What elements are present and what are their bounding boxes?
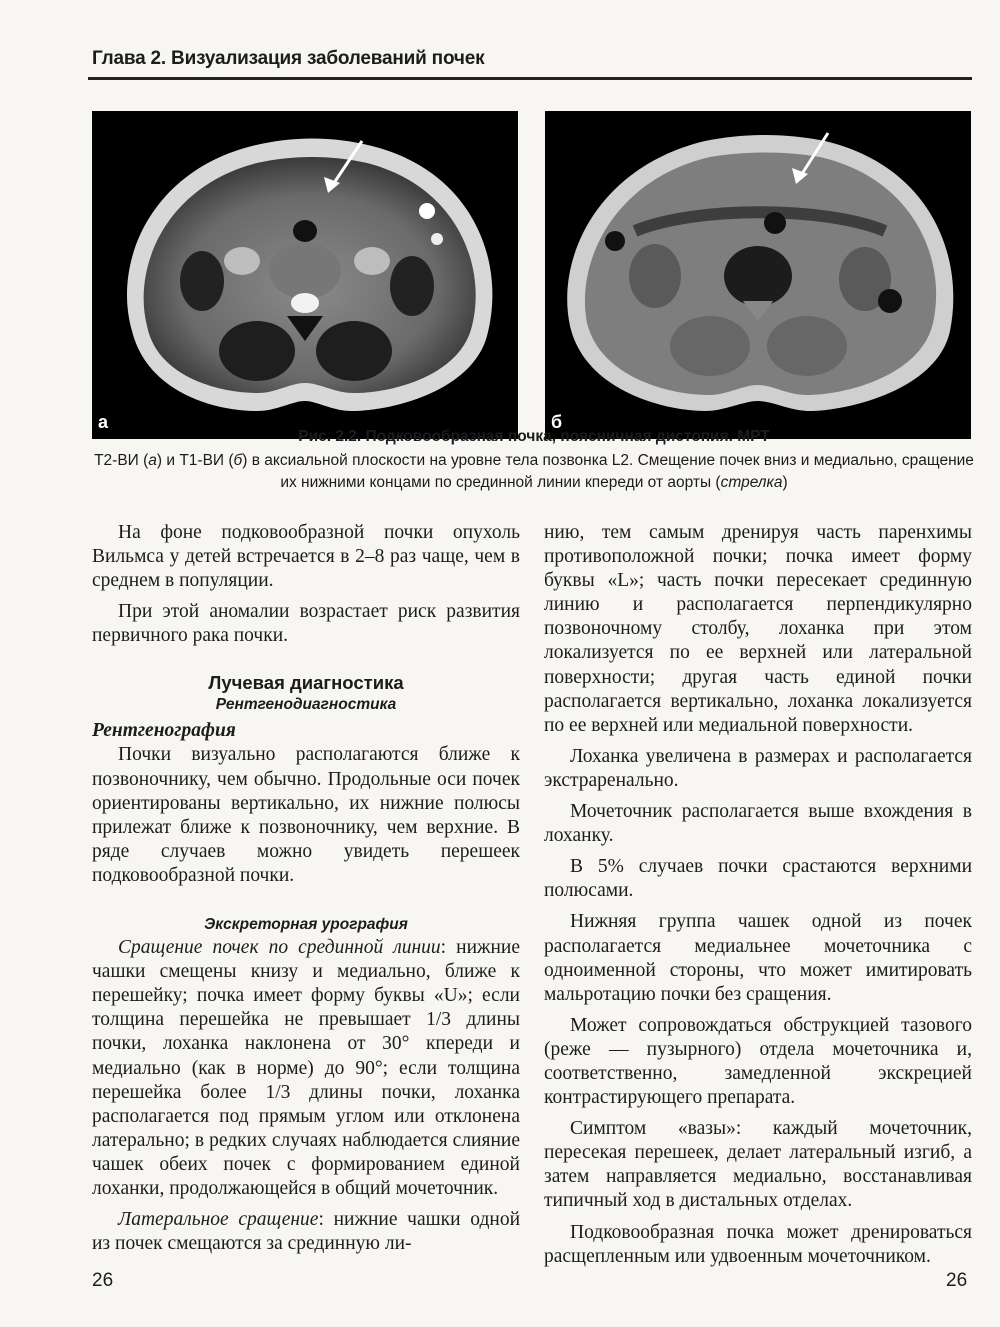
mri-t1-graphic: [545, 111, 971, 439]
paragraph: Сращение почек по срединной линии: нижние чашки смещены книзу и медиально, ближе к перешейку; почка имеет форму буквы «U»; если толщина перешейка не превышает 1/3 длины почки, лоханка наклонена от 30° кпереди и медиально (как в норме) до 90°; если толщина перешейка более 1/3 длины почки, лоханка располагается под прямым углом или отклонена латерально; в редких случаях наблюдается слияние чашек обеих почек с формированием единой лоханки, продолжающейся в общий мочеточник.: [92, 937, 521, 1199]
paragraph: Почки визуально располагаются ближе к позвоночнику, чем обычно. Продольные оси почек ориентированы вертикально, их нижние полюсы прилежат ближе к позвоночнику, чем верхние. В ряде случаев можно увидеть перешеек подковообразной почки.: [92, 744, 520, 886]
paragraph: Нижняя группа чашек одной из почек располагается медиальнее мочеточника с одноименной стороны, что может имитировать мальротацию почки без сращения.: [544, 911, 972, 1005]
paragraph: Может сопровождаться обструкцией тазового (реже — пузырного) отдела мочеточника и, соответственно, замедленной экскрецией контрастирующего препарата.: [544, 1014, 972, 1109]
chapter-header: Глава 2. Визуализация заболеваний почек: [92, 48, 485, 69]
paragraph: нию, тем самым дренируя часть паренхимы противоположной почки; почка имеет форму буквы «L»; часть почки пересекает срединную линию и располагается перпендикулярно позвоночному столбу, лоханка при этом локализуется по ее верхней или латеральной поверхности; другая часть единой почки располагается вертикально, лоханка локализуется по ее верхней или медиальной поверхности.: [544, 522, 972, 736]
header-rule: [88, 77, 972, 80]
subsection-heading: Экскреторная урография: [204, 916, 408, 934]
page-number-right: 26: [946, 1270, 968, 1291]
subsection-heading: Рентгенодиагностика: [215, 696, 397, 714]
paragraph: Подковообразная почка может дренироваться расщепленным или удвоенным мочеточником.: [544, 1221, 972, 1267]
mri-image-t2: [92, 111, 518, 439]
paragraph: На фоне подковообразной почки опухоль Вильмса у детей встречается в 2–8 раз чаще, чем в среднем в популяции.: [92, 522, 520, 592]
paragraph: При этой аномалии возрастает риск развития первичного рака почки.: [92, 601, 520, 647]
paragraph: Мочеточник располагается выше вхождения в лоханку.: [544, 801, 972, 847]
page-number-left: 26: [92, 1270, 114, 1291]
mri-t2-graphic: [92, 111, 518, 439]
right-column: [544, 521, 972, 1269]
subsubsection-heading: Рентгенография: [92, 720, 236, 742]
paragraph: Симптом «вазы»: каждый мочеточник, пересекая перешеек, делает латеральный изгиб, а затем направляется медиально, восстанавливая типичный ход в дистальных отделах.: [544, 1118, 972, 1212]
paragraph: Лоханка увеличена в размерах и располагается экстраренально.: [544, 745, 972, 791]
figure-caption-title: Рис. 2.2. Подковообразная почка, поясничная дистопия. МРТ: [298, 428, 770, 445]
figure-caption-text: Т2-ВИ (а) и Т1-ВИ (б) в аксиальной плоскости на уровне тела позвонка L2. Смещение почек вниз и медиально, сращение их нижними концами по срединной линии кпереди от аорты (стрелка): [94, 452, 974, 491]
paragraph: Латеральное сращение: нижние чашки одной из почек смещаются за срединную ли-: [92, 1209, 521, 1255]
paragraph: В 5% случаев почки срастаются верхними полюсами.: [544, 856, 972, 902]
mri-image-t1: [545, 111, 971, 439]
section-heading: Лучевая диагностика: [208, 672, 404, 694]
panel-label-b: б: [551, 412, 563, 432]
panel-label-a: а: [98, 412, 109, 432]
left-column: [92, 521, 520, 1256]
